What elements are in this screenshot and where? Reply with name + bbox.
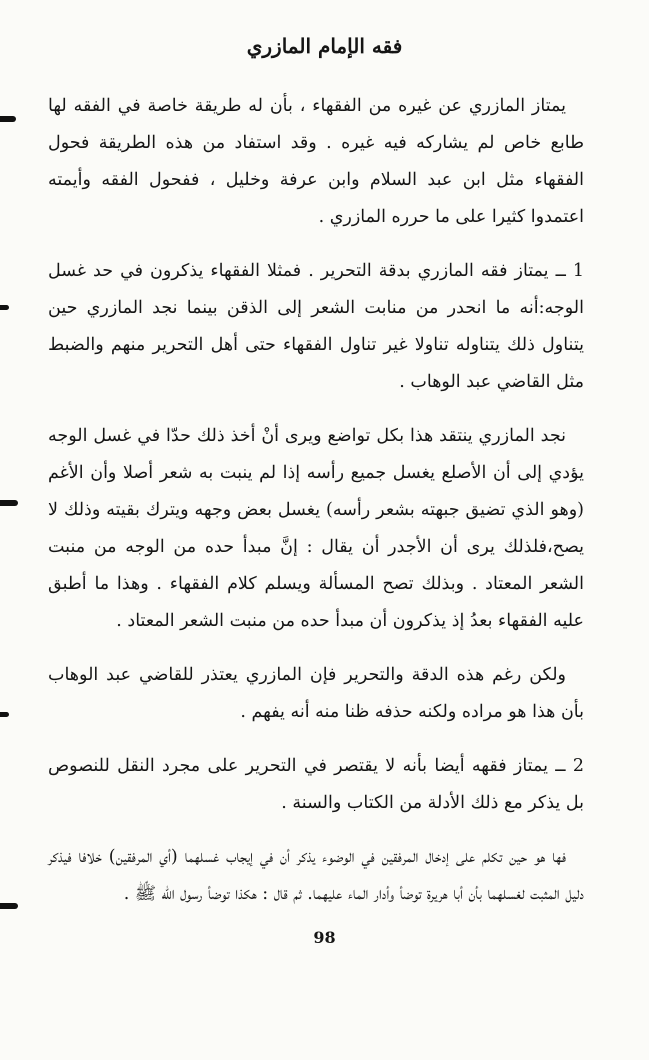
binding-mark bbox=[0, 500, 18, 506]
binding-mark bbox=[0, 305, 9, 310]
paragraph-example: فها هو حين تكلم على إدخال المرفقين في الوضوء يذكر أن في إيجاب غسلهما (أي المرفقين) خلافا فيذكر دليل المثبت لغسلهما بأن أبا هريرة توضأ وأدار الماء عليهما. ثم قال : هكذا توضأ رسول الله ﷺ . bbox=[48, 847, 584, 904]
binding-mark bbox=[0, 903, 18, 909]
body-text bbox=[48, 88, 584, 930]
paragraph-point-2: 2 ــ يمتاز فقهه أيضا بأنه لا يقتصر في التحرير على مجرد النقل للنصوص بل يذكر مع ذلك الأدلة من الكتاب والسنة . bbox=[48, 756, 584, 813]
paragraph-critique: نجد المازري ينتقد هذا بكل تواضع ويرى أنْ أخذ ذلك حدّا في غسل الوجه يؤدي إلى أن الأصلع يغسل جميع رأسه إذا لم ينبت به شعر أصلا وأن الأغم (وهو الذي تضيق جبهته بشعر رأسه) يغسل بعض وجهه ويترك بقيته وذلك لا يصح،فلذلك يرى أن الأجدر أن يقال : إنَّ مبدأ حده من الوجه من منبت الشعر المعتاد . وبذلك تصح المسألة ويسلم كلام الفقهاء . وهذا ما أطبق عليه الفقهاء بعدُ إذ يذكرون أن مبدأ حده من منبت الشعر المعتاد . bbox=[48, 426, 584, 631]
paragraph-excuse: ولكن رغم هذه الدقة والتحرير فإن المازري يعتذر للقاضي عبد الوهاب بأن هذا هو مراده ولكنه حذفه ظنا منه أنه يفهم . bbox=[48, 665, 584, 722]
binding-mark bbox=[0, 712, 9, 717]
running-title: فقه الإمام المازري bbox=[246, 34, 403, 58]
binding-mark bbox=[0, 116, 16, 122]
page-number: 98 bbox=[313, 928, 336, 947]
paragraph-intro: يمتاز المازري عن غيره من الفقهاء ، بأن له طريقة خاصة في الفقه لها طابع خاص لم يشاركه فيه غيره . وقد استفاد من هذه الطريقة فحول الفقهاء مثل ابن عبد السلام وابن عرفة وخليل ، ففحول الفقه وأيمته اعتمدوا كثيرا على ما حرره المازري . bbox=[48, 96, 584, 227]
paragraph-point-1: 1 ــ يمتاز فقه المازري بدقة التحرير . فمثلا الفقهاء يذكرون في حد غسل الوجه:أنه ما انحدر من منابت الشعر إلى الذقن بينما نجد المازري حين يتناول ذلك يتناوله تناولا غير تناول الفقهاء حتى أهل التحرير منهم والضبط مثل القاضي عبد الوهاب . bbox=[48, 261, 584, 392]
